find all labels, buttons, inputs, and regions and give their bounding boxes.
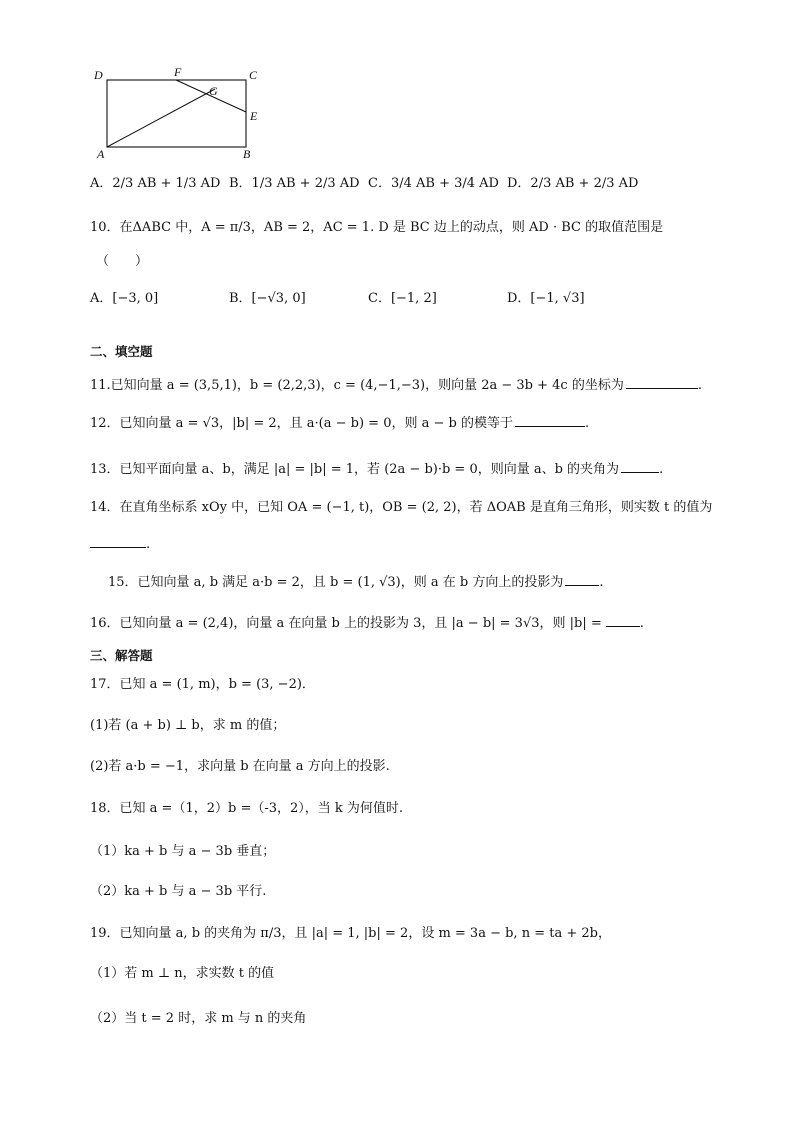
question-13: 13．已知平面向量 a、b，满足 |a| = |b| = 1，若 (2a − b)·b = 0，则向量 a、b 的夹角为 .: [90, 458, 663, 479]
question-13-text: 13．已知平面向量 a、b，满足 |a| = |b| = 1，若 (2a − b)·b = 0，则向量 a、b 的夹角为: [90, 462, 620, 477]
question-18-part-1: （1）ka + b 与 a − 3b 垂直；: [90, 844, 276, 859]
question-14: 14．在直角坐标系 xOy 中，已知 OA = (−1, t)，OB = (2, 2)，若 ΔOAB 是直角三角形，则实数 t 的值为: [90, 500, 713, 515]
question-17-part-2: (2)若 a·b = −1，求向量 b 在向量 a 方向上的投影.: [90, 759, 390, 774]
q9-option-c: C．3/4 AB + 3/4 AD: [368, 176, 499, 191]
q10-option-a: A．[−3, 0]: [90, 291, 159, 306]
question-19-stem: 19．已知向量 a, b 的夹角为 π/3，且 |a| = 1, |b| = 2，设 m = 3a − b, n = ta + 2b，: [90, 926, 611, 941]
q9-option-d: D．2/3 AB + 2/3 AD: [507, 176, 639, 191]
question-18-part-2: （2）ka + b 与 a − 3b 平行.: [90, 884, 267, 899]
label-C: C: [249, 68, 258, 82]
section-heading-fill-in: 二、填空题: [90, 344, 153, 359]
question-19-part-2: （2）当 t = 2 时，求 m 与 n 的夹角: [90, 1011, 307, 1026]
label-F: F: [174, 65, 182, 79]
q9-option-a: A．2/3 AB + 1/3 AD: [90, 176, 221, 191]
rectangle-figure: [90, 62, 270, 162]
question-19-part-1: （1）若 m ⊥ n，求实数 t 的值: [90, 966, 275, 981]
answer-blank: [565, 571, 599, 586]
label-A: A: [97, 147, 105, 161]
answer-blank: [90, 533, 146, 548]
label-E: E: [250, 109, 258, 123]
q10-option-c: C．[−1, 2]: [368, 291, 437, 306]
question-12-text: 12．已知向量 a = √3，|b| = 2，且 a·(a − b) = 0，则 a − b 的模等于: [90, 416, 513, 431]
answer-blank: [606, 612, 640, 627]
label-D: D: [94, 68, 103, 82]
q9-option-b: B．1/3 AB + 2/3 AD: [229, 176, 360, 191]
answer-blank: [626, 374, 698, 389]
q10-option-d: D．[−1, √3]: [507, 291, 585, 306]
section-heading-solutions: 三、解答题: [90, 648, 153, 663]
question-18-stem: 18．已知 a =（1，2）b =（-3，2），当 k 为何值时.: [90, 801, 404, 816]
question-16-text: 16．已知向量 a = (2,4)，向量 a 在向量 b 上的投影为 3，且 |a − b| = 3√3，则 |b| =: [90, 616, 602, 631]
question-11-text: 11.已知向量 a = (3,5,1)，b = (2,2,3)，c = (4,−1,−3)，则向量 2a − 3b + 4c 的坐标为: [90, 378, 624, 393]
question-17-part-1: (1)若 (a + b) ⊥ b，求 m 的值；: [90, 718, 286, 733]
answer-blank: [621, 458, 659, 473]
label-G: G: [209, 84, 218, 98]
q10-option-b: B．[−√3, 0]: [229, 291, 306, 306]
question-12: 12．已知向量 a = √3，|b| = 2，且 a·(a − b) = 0，则 a − b 的模等于 .: [90, 412, 589, 433]
answer-blank: [515, 412, 585, 427]
question-14-blank-line: .: [90, 533, 150, 554]
question-17-stem: 17．已知 a = (1, m)，b = (3, −2)．: [90, 677, 315, 692]
question-11: 11.已知向量 a = (3,5,1)，b = (2,2,3)，c = (4,−1,−3)，则向量 2a − 3b + 4c 的坐标为 .: [90, 374, 702, 395]
question-16: 16．已知向量 a = (2,4)，向量 a 在向量 b 上的投影为 3，且 |a − b| = 3√3，则 |b| = .: [90, 612, 644, 633]
q10-answer-paren: （ ）: [96, 254, 149, 269]
question-15-text: 15．已知向量 a, b 满足 a·b = 2，且 b = (1, √3)，则 a 在 b 方向上的投影为: [108, 575, 564, 590]
q10-stem: 10．在ΔABC 中，A = π/3，AB = 2，AC = 1. D 是 BC 边上的动点，则 AD · BC 的取值范围是: [90, 220, 664, 235]
question-15: 15．已知向量 a, b 满足 a·b = 2，且 b = (1, √3)，则 a 在 b 方向上的投影为 .: [108, 571, 604, 592]
label-B: B: [243, 147, 251, 161]
